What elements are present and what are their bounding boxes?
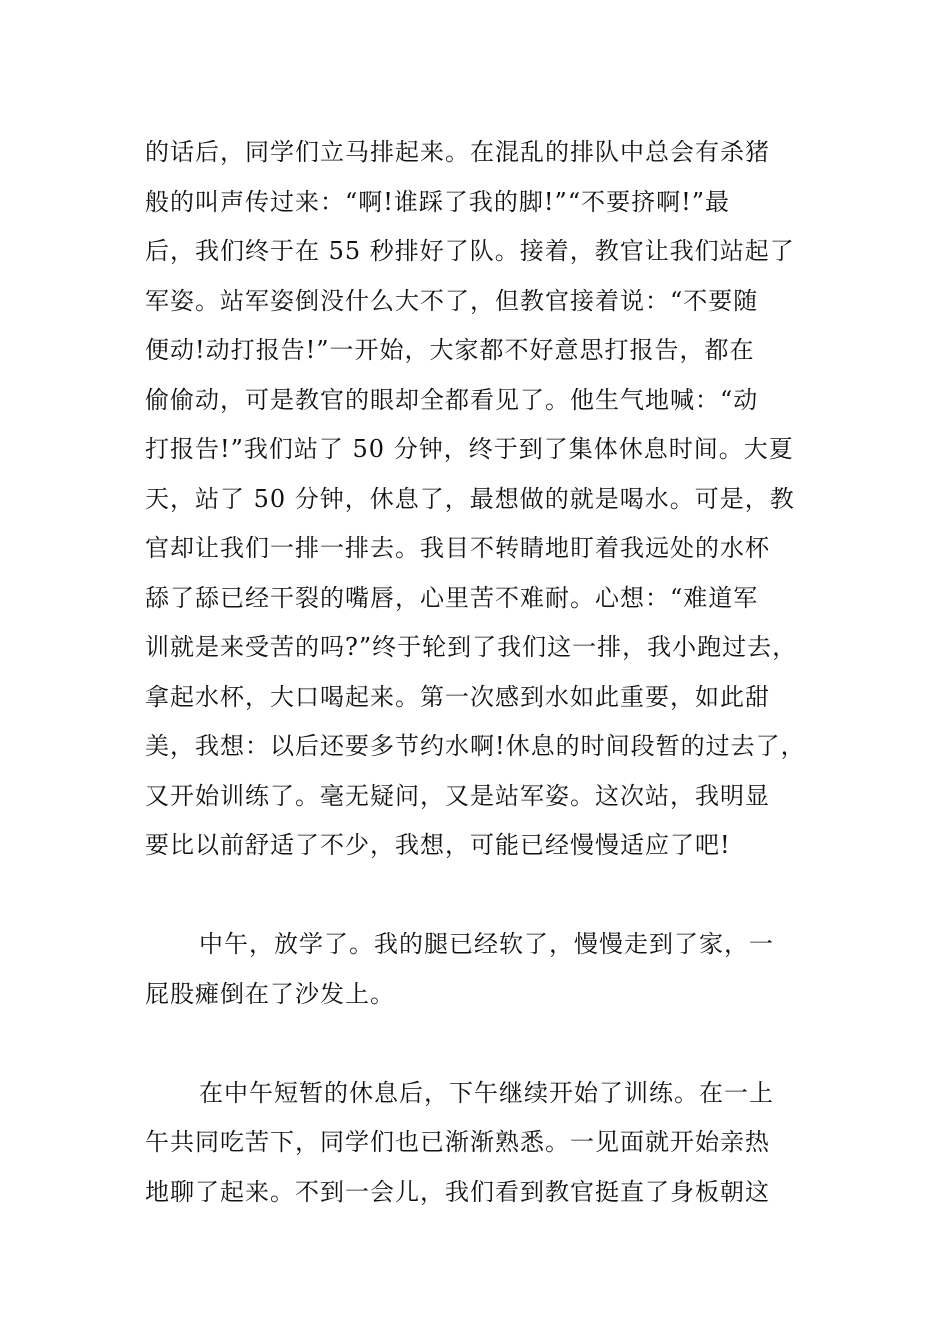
text-line: 在中午短暂的休息后，下午继续开始了训练。在一上	[199, 1078, 774, 1107]
text-line: 的话后，同学们立马排起来。在混乱的排队中总会有杀猪	[145, 138, 770, 166]
text-line: 美，我想：以后还要多节约水啊!休息的时间段暂的过去了，	[145, 732, 806, 760]
text-line: 舔了舔已经干裂的嘴唇，心里苦不难耐。心想：“难道军	[145, 583, 759, 612]
text-line: 又开始训练了。毫无疑问，又是站军姿。这次站，我明显	[145, 781, 770, 810]
text-line: 军姿。站军姿倒没什么大不了，但教官接着说：“不要随	[145, 286, 759, 315]
text-line: 打报告!”我们站了 50 分钟，终于到了集体休息时间。大夏	[145, 435, 794, 463]
text-line: 训就是来受苦的吗?”终于轮到了我们这一排，我小跑过去，	[145, 633, 798, 661]
paragraph-spacer	[145, 871, 825, 921]
text-line: 拿起水杯，大口喝起来。第一次感到水如此重要，如此甜	[145, 682, 770, 711]
text-line: 中午，放学了。我的腿已经软了，慢慢走到了家，一	[199, 930, 774, 958]
text-line: 要比以前舒适了不少，我想，可能已经慢慢适应了吧!	[145, 831, 731, 859]
paragraph-3	[145, 1069, 825, 1218]
paragraph-1	[145, 128, 825, 871]
text-line: 后，我们终于在 55 秒排好了队。接着，教官让我们站起了	[145, 237, 795, 265]
text-line: 地聊了起来。不到一会儿，我们看到教官挺直了身板朝这	[145, 1177, 770, 1206]
paragraph-2	[145, 920, 825, 1019]
text-line: 偷偷动，可是教官的眼却全都看见了。他生气地喊：“动	[145, 385, 759, 414]
text-line: 般的叫声传过来：“啊!谁踩了我的脚!”“不要挤啊!”最	[145, 187, 731, 216]
text-line: 天，站了 50 分钟，休息了，最想做的就是喝水。可是，教	[145, 484, 795, 513]
text-line: 午共同吃苦下，同学们也已渐渐熟悉。一见面就开始亲热	[145, 1128, 770, 1156]
text-line: 官却让我们一排一排去。我目不转睛地盯着我远处的水杯	[145, 534, 770, 562]
document-body	[145, 128, 825, 1217]
paragraph-spacer	[145, 1019, 825, 1069]
text-line: 屁股瘫倒在了沙发上。	[145, 979, 395, 1008]
text-line: 便动!动打报告!”一开始，大家都不好意思打报告，都在	[145, 336, 755, 364]
